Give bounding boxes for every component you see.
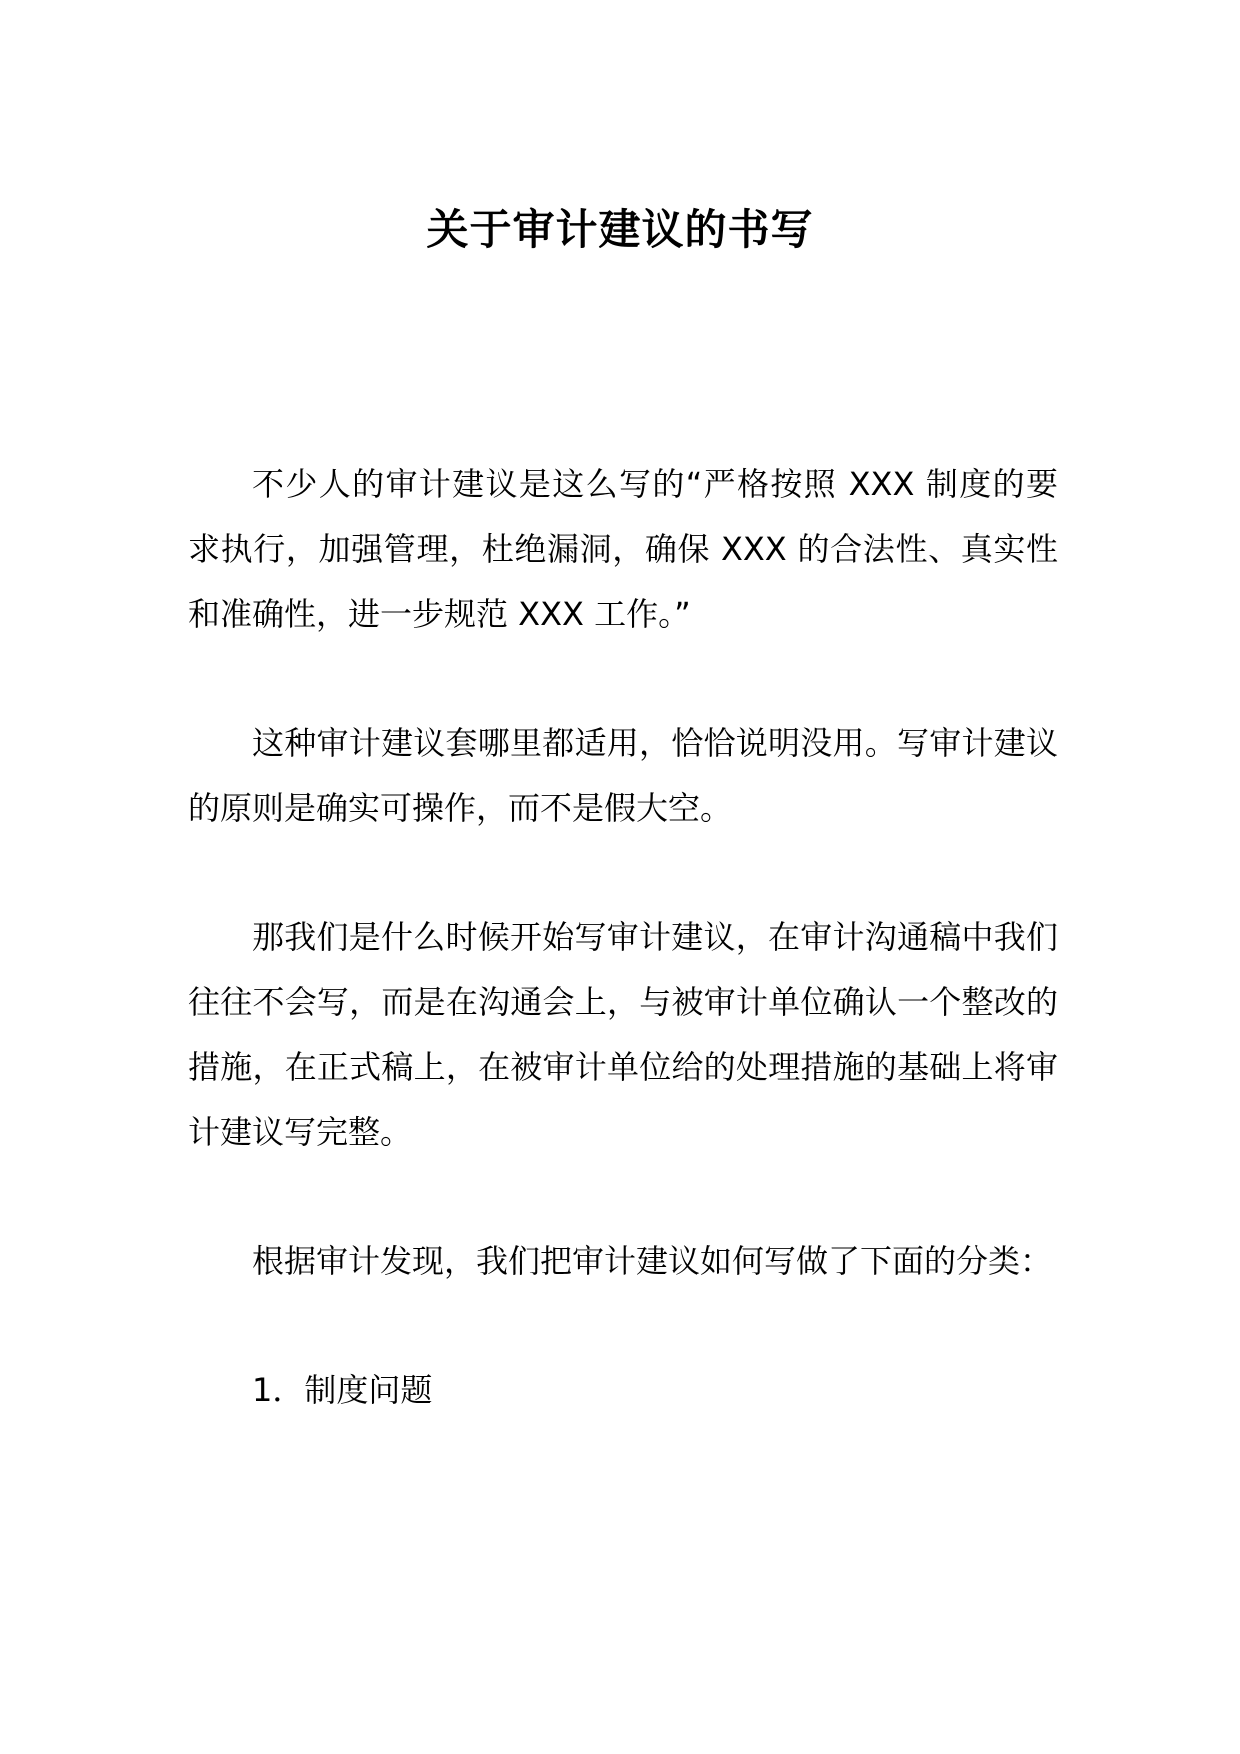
- document-title: 关于审计建议的书写: [426, 205, 814, 254]
- paragraph-timing: 那我们是什么时候开始写审计建议，在审计沟通稿中我们往往不会写，而是在沟通会上，与被审计单位确认一个整改的措施，在正式稿上，在被审计单位给的处理措施的基础上将审计建议写完整。: [188, 918, 1058, 1151]
- document-body: [188, 452, 1058, 1487]
- paragraph-classification: 根据审计发现，我们把审计建议如何写做了下面的分类：: [252, 1242, 1053, 1280]
- paragraph-intro: 不少人的审计建议是这么写的“严格按照 XXX 制度的要求执行，加强管理，杜绝漏洞，确保 XXX 的合法性、真实性和准确性，进一步规范 XXX 工作。”: [188, 465, 1058, 633]
- section-item-1: 1．制度问题: [252, 1371, 433, 1409]
- paragraph-critique: 这种审计建议套哪里都适用，恰恰说明没用。写审计建议的原则是确实可操作，而不是假大空。: [188, 724, 1058, 827]
